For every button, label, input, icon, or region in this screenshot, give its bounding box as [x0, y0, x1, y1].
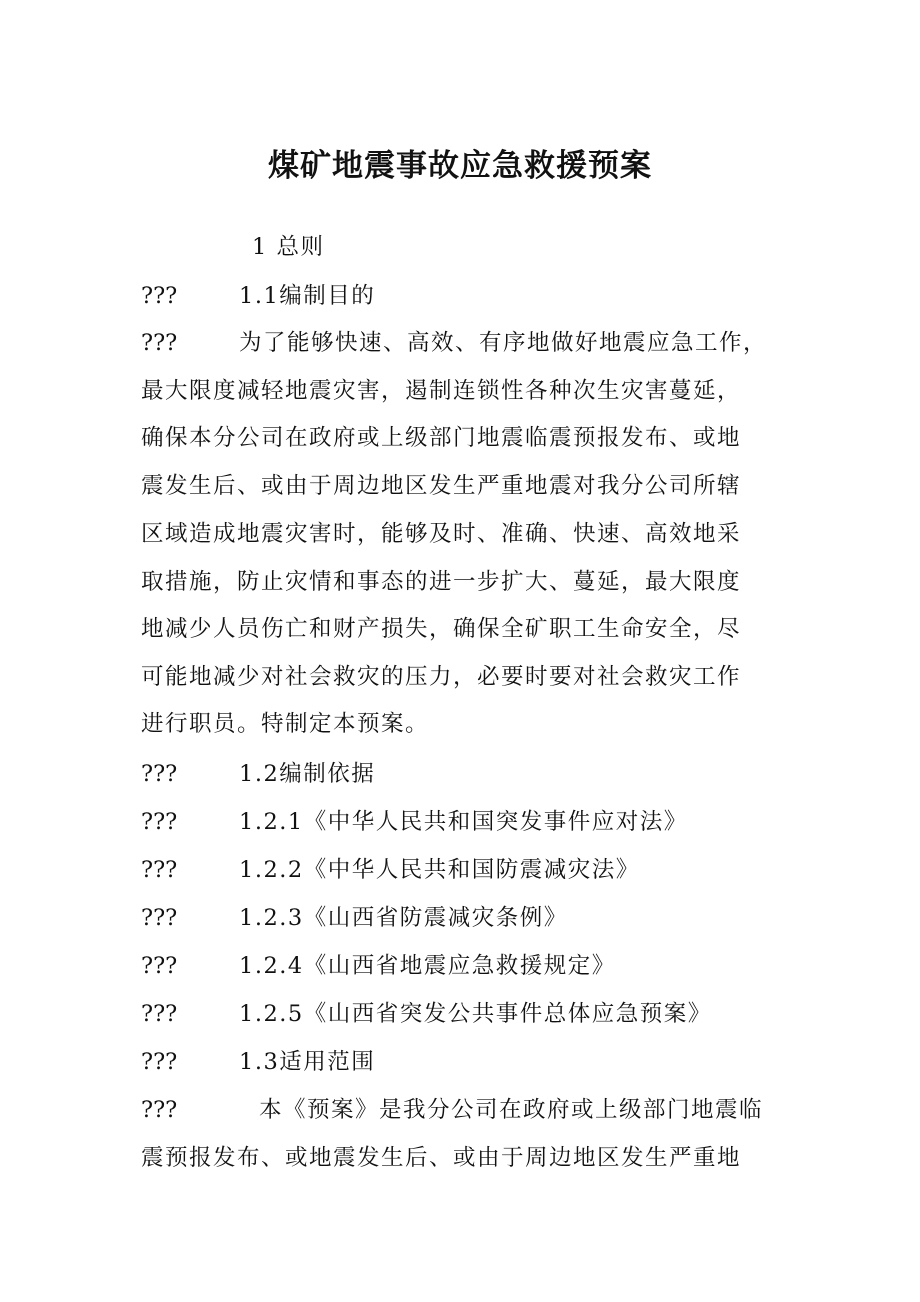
- marker: ???: [141, 1049, 178, 1075]
- subsection-heading: [141, 759, 801, 789]
- list-item: [141, 951, 801, 981]
- list-item-text: 1.2.2《中华人民共和国防震减灾法》: [239, 857, 640, 883]
- paragraph-line: 震发生后、或由于周边地区发生严重地震对我分公司所辖: [141, 473, 742, 499]
- paragraph-line: 进行职员。特制定本预案。: [141, 711, 430, 737]
- marker: ???: [141, 857, 178, 883]
- list-item: [141, 855, 801, 885]
- marker: ???: [141, 809, 178, 835]
- document-title: 煤矿地震事故应急救援预案: [268, 148, 652, 184]
- marker: ???: [141, 330, 178, 356]
- marker: ???: [141, 905, 178, 931]
- subsection-heading-text: 1.3适用范围: [239, 1049, 376, 1075]
- paragraph-line: [141, 1095, 801, 1125]
- paragraph-line: 可能地减少对社会救灾的压力，必要时要对社会救灾工作: [141, 664, 742, 690]
- marker: ???: [141, 1001, 178, 1027]
- list-item: [141, 999, 801, 1029]
- list-item-text: 1.2.1《中华人民共和国突发事件应对法》: [239, 809, 688, 835]
- list-item: [141, 807, 801, 837]
- paragraph-line: 地减少人员伤亡和财产损失，确保全矿职工生命安全，尽: [141, 616, 742, 642]
- subsection-heading-text: 1.1编制目的: [239, 283, 376, 309]
- section-heading: 1 总则: [252, 234, 325, 260]
- subsection-heading-text: 1.2编制依据: [239, 761, 376, 787]
- paragraph-line: 取措施，防止灾情和事态的进一步扩大、蔓延，最大限度: [141, 569, 742, 595]
- paragraph-line: 确保本分公司在政府或上级部门地震临震预报发布、或地: [141, 425, 742, 451]
- paragraph-text: 本《预案》是我分公司在政府或上级部门地震临: [259, 1097, 764, 1123]
- paragraph-line: [141, 328, 801, 358]
- marker: ???: [141, 1097, 178, 1123]
- paragraph-line: 区域造成地震灾害时，能够及时、准确、快速、高效地采: [141, 521, 742, 547]
- list-item: [141, 903, 801, 933]
- marker: ???: [141, 761, 178, 787]
- subsection-heading: [141, 281, 801, 311]
- paragraph-line: 最大限度减轻地震灾害，遏制连锁性各种次生灾害蔓延，: [141, 378, 742, 404]
- marker: ???: [141, 283, 178, 309]
- paragraph-text: 为了能够快速、高效、有序地做好地震应急工作，: [239, 330, 768, 356]
- marker: ???: [141, 953, 178, 979]
- list-item-text: 1.2.3《山西省防震减灾条例》: [239, 905, 568, 931]
- subsection-heading: [141, 1047, 801, 1077]
- list-item-text: 1.2.4《山西省地震应急救援规定》: [239, 953, 616, 979]
- list-item-text: 1.2.5《山西省突发公共事件总体应急预案》: [239, 1001, 712, 1027]
- paragraph-line: 震预报发布、或地震发生后、或由于周边地区发生严重地: [141, 1145, 742, 1171]
